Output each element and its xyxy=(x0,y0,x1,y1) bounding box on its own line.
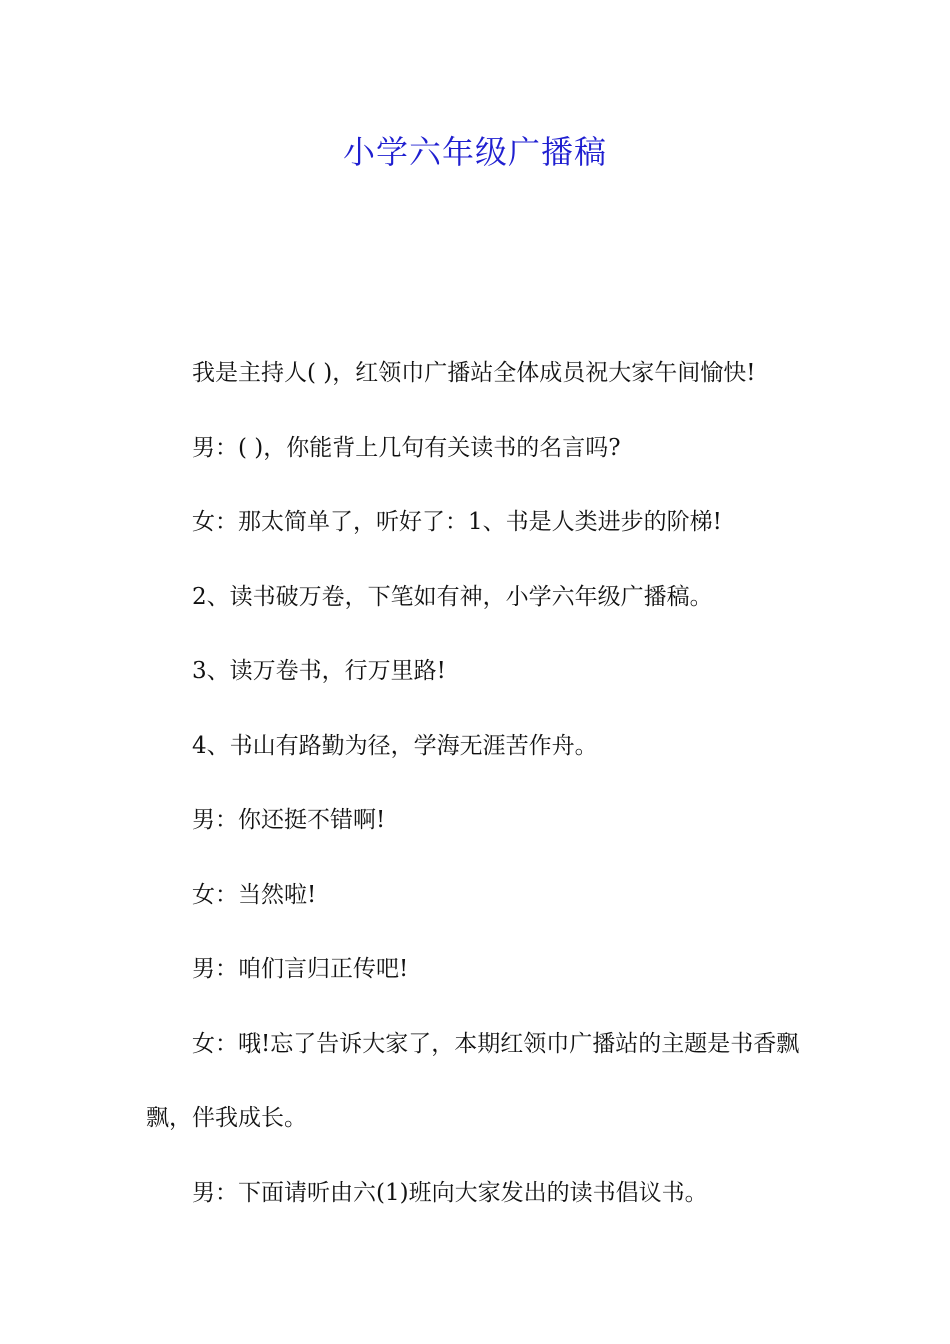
paragraph: 男：你还挺不错啊! xyxy=(192,807,386,833)
paragraph: 女：那太简单了，听好了：1、书是人类进步的阶梯! xyxy=(192,509,722,535)
paragraph: 3、读万卷书，行万里路! xyxy=(192,658,446,684)
paragraph: 我是主持人( )，红领巾广播站全体成员祝大家午间愉快! xyxy=(192,360,756,386)
document-title: 小学六年级广播稿 xyxy=(342,133,607,171)
document-body xyxy=(146,336,811,1230)
paragraph: 4、书山有路勤为径，学海无涯苦作舟。 xyxy=(192,732,598,759)
paragraph: 女：哦!忘了告诉大家了，本期红领巾广播站的主题是书香飘飘，伴我成长。 xyxy=(146,1030,800,1131)
paragraph: 2、读书破万卷，下笔如有神，小学六年级广播稿。 xyxy=(192,583,713,610)
paragraph: 男：下面请听由六(1)班向大家发出的读书倡议书。 xyxy=(192,1179,708,1206)
paragraph: 男：( )，你能背上几句有关读书的名言吗? xyxy=(192,434,621,461)
paragraph: 男：咱们言归正传吧! xyxy=(192,956,409,982)
paragraph: 女：当然啦! xyxy=(192,881,317,908)
